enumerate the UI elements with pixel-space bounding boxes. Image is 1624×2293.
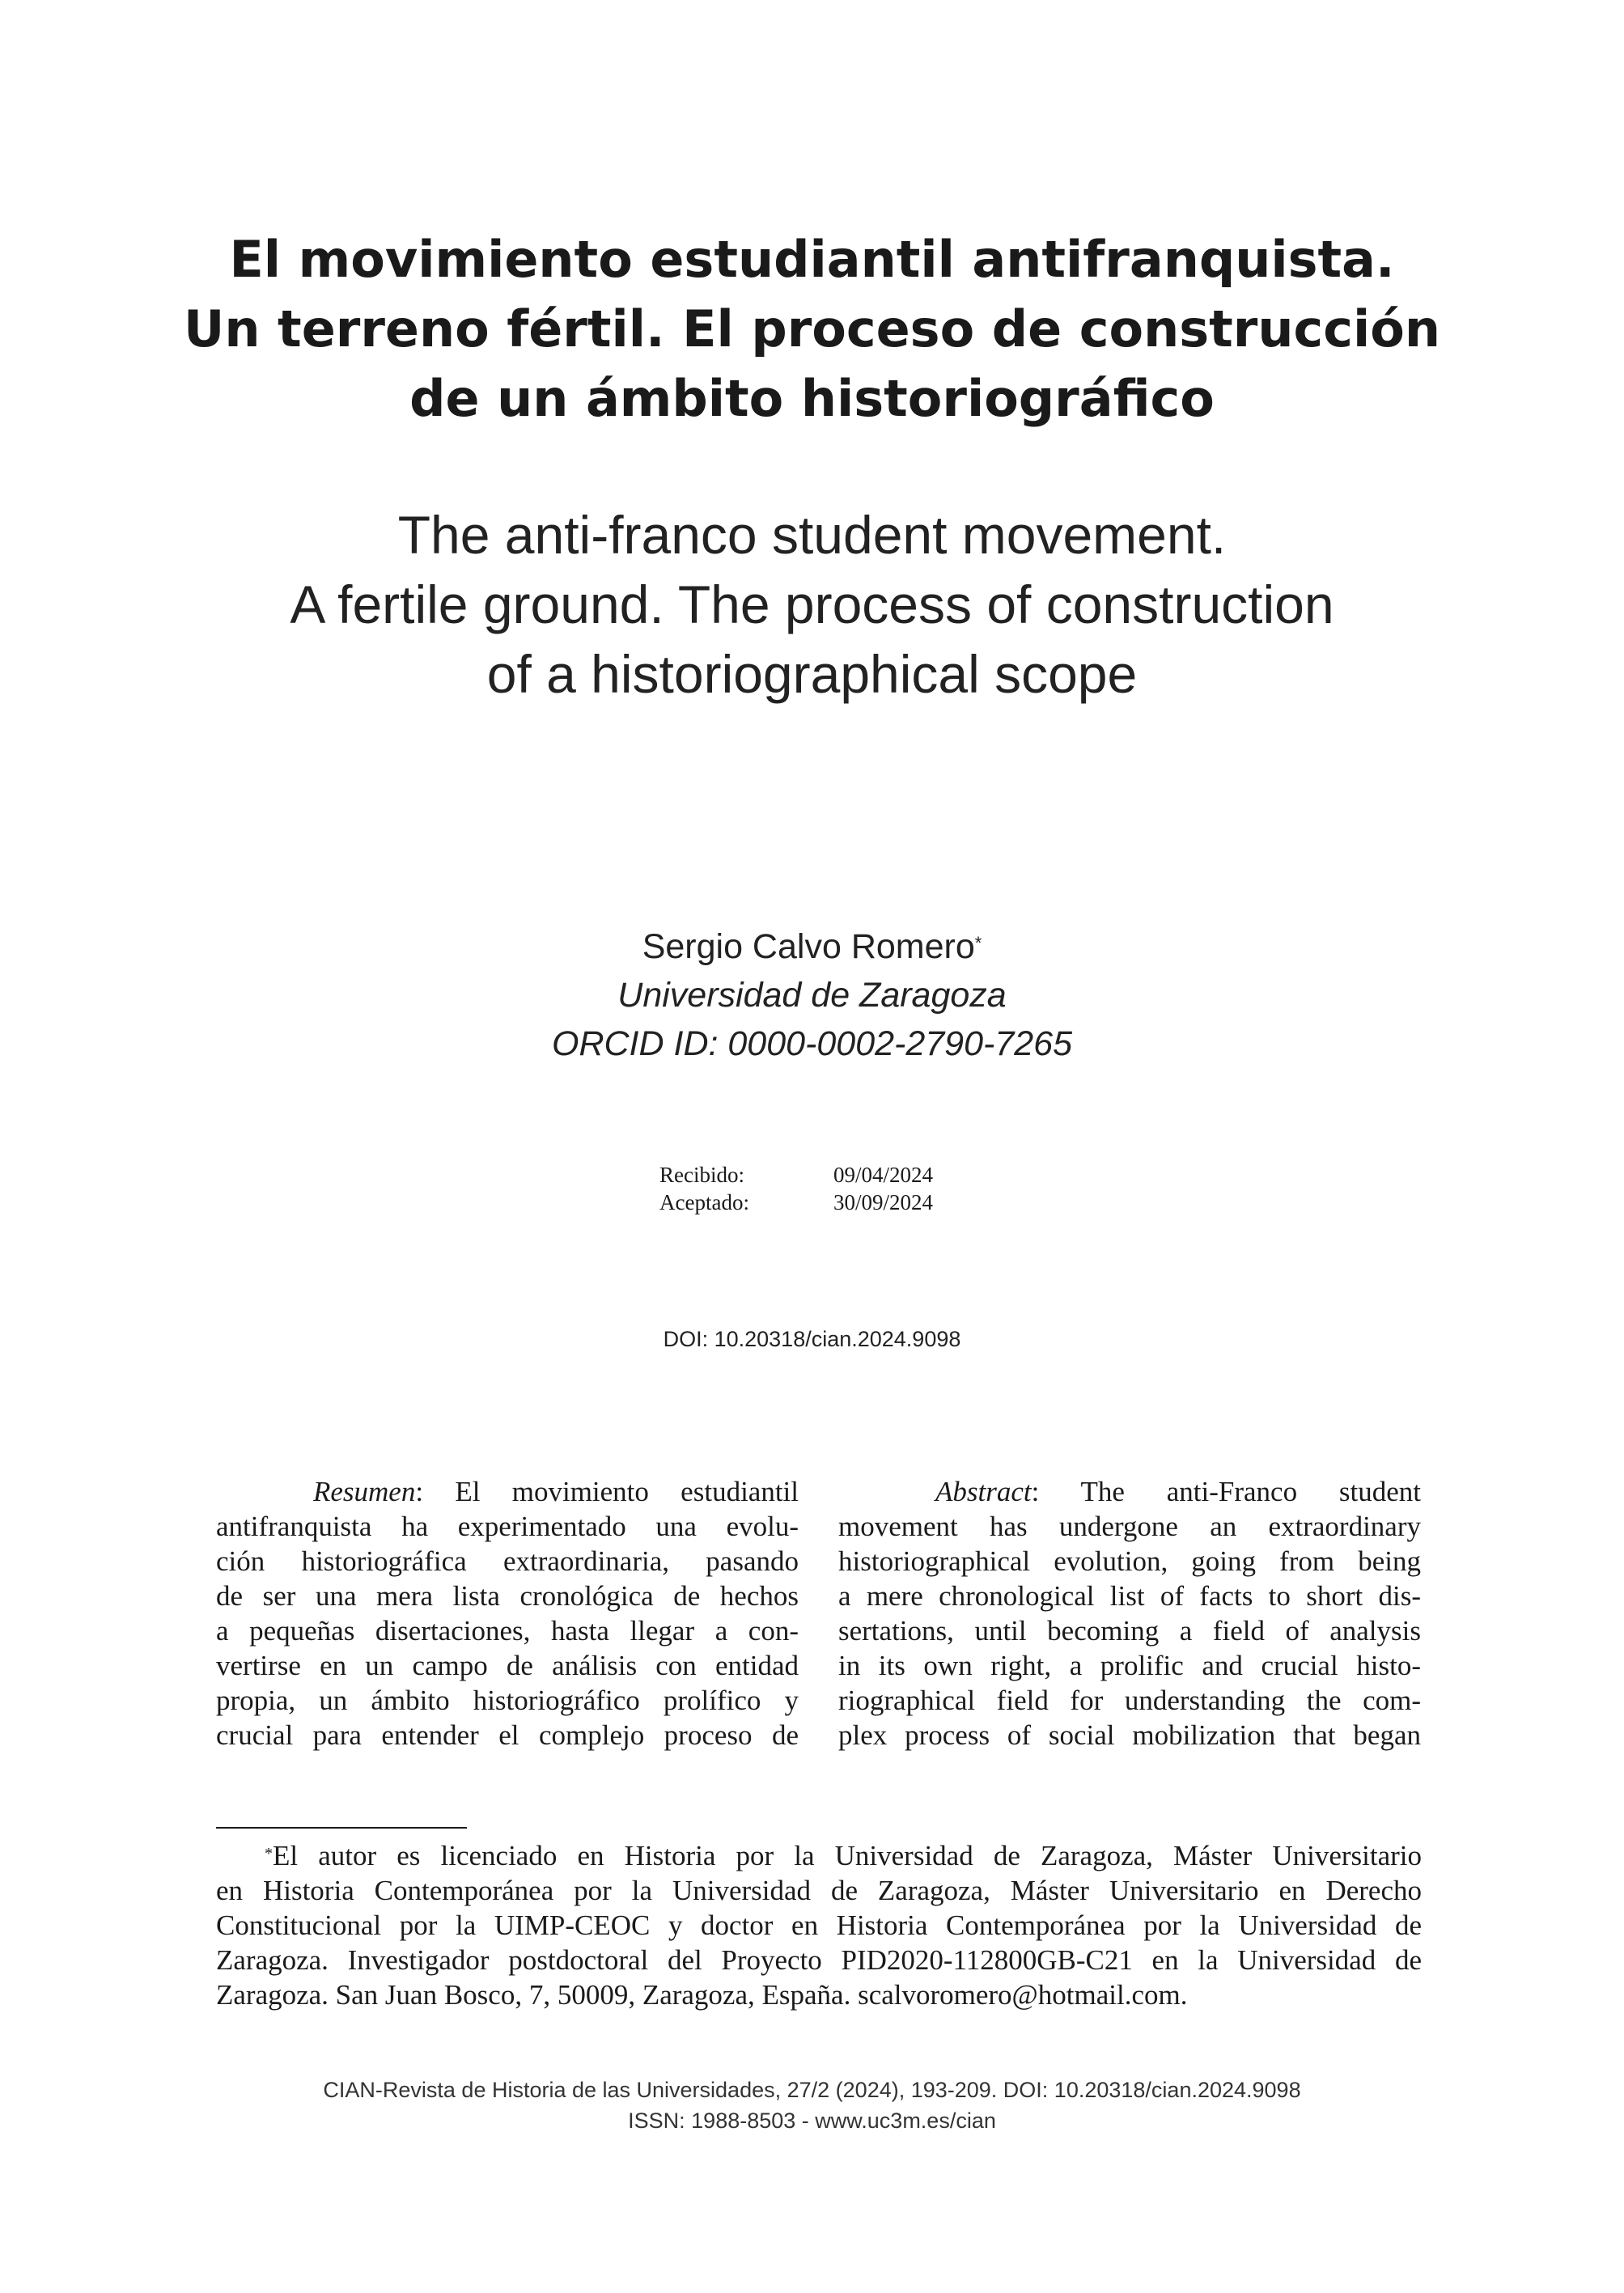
abstract-line: historiographical evolution, going from being <box>838 1545 1421 1577</box>
abstract-line: movement has undergone an extraordinary <box>838 1511 1421 1542</box>
abstract-line: a mere chronological list of facts to short dis- <box>838 1580 1421 1612</box>
footnote-line: Zaragoza. San Juan Bosco, 7, 50009, Zaragoza, España. scalvoromero@hotmail.com. <box>216 1979 1188 2011</box>
abstract-line <box>216 1474 799 1509</box>
spanish-title-line: El movimiento estudiantil antifranquista. <box>229 230 1395 289</box>
journal-citation: CIAN-Revista de Historia de las Universidades, 27/2 (2024), 193-209. DOI: 10.20318/cian.2024.9098 <box>323 2078 1301 2102</box>
english-title-line: The anti-franco student movement. <box>397 505 1227 565</box>
english-title-line: of a historiographical scope <box>486 644 1138 704</box>
abstract-line: crucial para entender el complejo proceso de <box>216 1719 799 1751</box>
abstract-spanish-label: Resumen <box>313 1476 416 1507</box>
abstract-line: propia, un ámbito historiográfico prolífico y <box>216 1685 799 1716</box>
received-label: Recibido: <box>659 1163 744 1187</box>
footnote-marker: * <box>265 1845 273 1863</box>
author-affiliation: Universidad de Zaragoza <box>617 976 1007 1015</box>
abstract-line: de ser una mera lista cronológica de hechos <box>216 1580 799 1612</box>
author-block <box>162 922 1462 1068</box>
abstract-text: : El movimiento estudiantil <box>415 1476 799 1507</box>
received-date: 09/04/2024 <box>833 1163 934 1187</box>
footnote-separator <box>216 1827 467 1829</box>
abstract-line: antifranquista ha experimentado una evolu- <box>216 1511 799 1542</box>
footnote-text: El autor es licenciado en Historia por la Universidad de Zaragoza, Máster Universitario <box>273 1840 1422 1871</box>
author-name: Sergio Calvo Romero <box>642 927 975 966</box>
english-title-line: A fertile ground. The process of construction <box>290 574 1334 634</box>
abstract-line: ción historiográfica extraordinaria, pasando <box>216 1545 799 1577</box>
footnote-line: Zaragoza. Investigador postdoctoral del Proyecto PID2020-112800GB-C21 en la Universidad de <box>216 1944 1422 1976</box>
footnote-line: en Historia Contemporánea por la Universidad de Zaragoza, Máster Universitario en Derecho <box>216 1875 1422 1906</box>
abstract-line: sertations, until becoming a field of analysis <box>838 1615 1421 1647</box>
article-doi[interactable]: DOI: 10.20318/cian.2024.9098 <box>663 1327 961 1351</box>
author-footnote-marker[interactable]: * <box>974 933 982 953</box>
abstract-spanish <box>216 1474 799 1753</box>
footnote-line: Constitucional por la UIMP-CEOC y doctor en Historia Contemporánea por la Universidad de <box>216 1909 1422 1941</box>
abstract-line: riographical field for understanding the com- <box>838 1685 1421 1716</box>
footnote-line <box>216 1838 1422 1873</box>
spanish-title <box>162 225 1462 434</box>
abstract-line: in its own right, a prolific and crucial histo- <box>838 1650 1421 1681</box>
author-orcid[interactable]: ORCID ID: 0000-0002-2790-7265 <box>552 1024 1072 1063</box>
accepted-row <box>659 1189 933 1216</box>
spanish-title-line: Un terreno fértil. El proceso de construcción <box>183 299 1441 358</box>
abstract-line: a pequeñas disertaciones, hasta llegar a con- <box>216 1615 799 1647</box>
author-footnote <box>216 1838 1422 2012</box>
accepted-date: 30/09/2024 <box>833 1190 934 1214</box>
received-row <box>659 1161 933 1189</box>
abstract-line: vertirse en un campo de análisis con entidad <box>216 1650 799 1681</box>
accepted-label: Aceptado: <box>659 1190 749 1214</box>
abstract-text: : The anti-Franco student <box>1031 1476 1421 1507</box>
journal-issn[interactable]: ISSN: 1988-8503 - www.uc3m.es/cian <box>628 2109 996 2133</box>
spanish-title-line: de un ámbito historiográfico <box>409 369 1215 428</box>
abstract-english <box>838 1474 1421 1753</box>
english-title <box>162 500 1462 709</box>
abstract-line <box>838 1474 1421 1509</box>
journal-footer <box>162 2075 1462 2136</box>
abstract-line: plex process of social mobilization that began <box>838 1719 1421 1751</box>
submission-dates <box>659 1161 933 1216</box>
author-name-line <box>162 922 1462 971</box>
abstract-english-label: Abstract <box>935 1476 1032 1507</box>
